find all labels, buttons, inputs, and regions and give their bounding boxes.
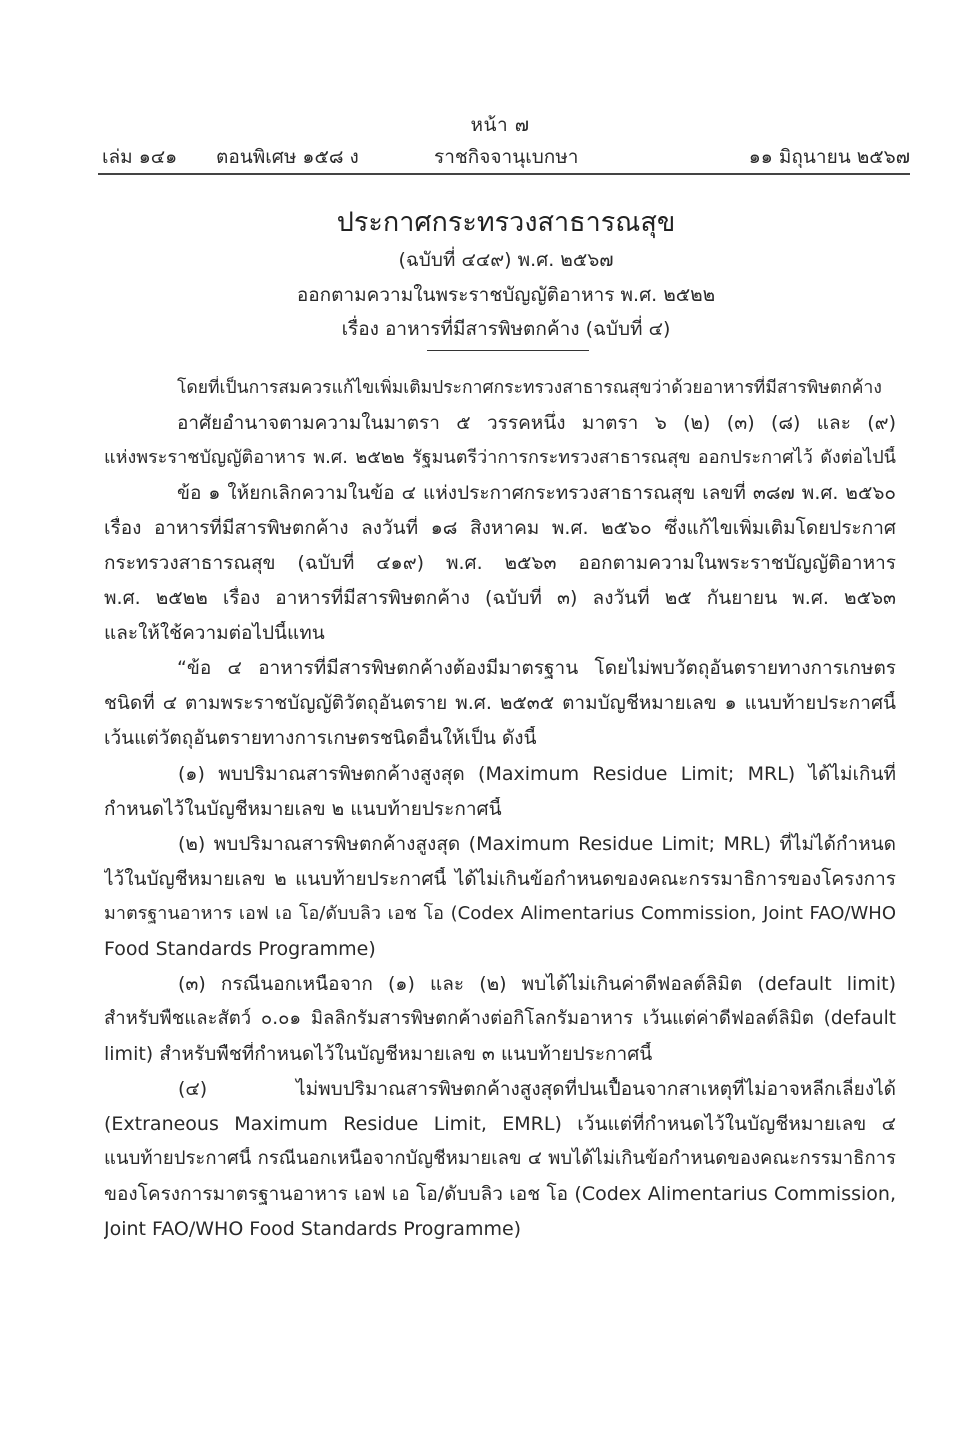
- body-line: (๓) กรณีนอกเหนือจาก (๑) และ (๒) พบได้ไม่เกินค่าดีฟอลต์ลิมิต (default limit): [178, 973, 896, 995]
- body-line: โดยที่เป็นการสมควรแก้ไขเพิ่มเติมประกาศกระทรวงสาธารณสุขว่าด้วยอาหารที่มีสารพิษตกค้าง: [177, 378, 882, 398]
- body-line: “ข้อ ๔ อาหารที่มีสารพิษตกค้างต้องมีมาตรฐาน โดยไม่พบวัตถุอันตรายทางการเกษตร: [177, 657, 896, 679]
- gazette-name: ราชกิจจานุเบกษา: [434, 146, 579, 168]
- body-line: Food Standards Programme): [104, 938, 376, 960]
- announcement-authority: ออกตามความในพระราชบัญญัติอาหาร พ.ศ. ๒๕๒๒: [296, 284, 716, 306]
- body-line: กระทรวงสาธารณสุข (ฉบับที่ ๔๑๙) พ.ศ. ๒๕๖๓ ออกตามความในพระราชบัญญัติอาหาร: [104, 552, 896, 574]
- body-line: กำหนดไว้ในบัญชีหมายเลข ๒ แนบท้ายประกาศนี้: [104, 798, 502, 820]
- body-line: และให้ใช้ความต่อไปนี้แทน: [104, 622, 325, 644]
- body-line: แนบท้ายประกาศนี้ กรณีนอกเหนือจากบัญชีหมายเลข ๔ พบได้ไม่เกินข้อกำหนดของคณะกรรมาธิการ: [104, 1148, 896, 1169]
- body-line: ข้อ ๑ ให้ยกเลิกความในข้อ ๔ แห่งประกาศกระทรวงสาธารณสุข เลขที่ ๓๘๗ พ.ศ. ๒๕๖๐: [177, 482, 896, 504]
- body-line: พ.ศ. ๒๕๒๒ เรื่อง อาหารที่มีสารพิษตกค้าง (ฉบับที่ ๓) ลงวันที่ ๒๕ กันยายน พ.ศ. ๒๕๖๓: [104, 587, 896, 609]
- body-line: เรื่อง อาหารที่มีสารพิษตกค้าง ลงวันที่ ๑๘ สิงหาคม พ.ศ. ๒๕๖๐ ซึ่งแก้ไขเพิ่มเติมโดยประกาศ: [104, 517, 896, 539]
- body-line: มาตรฐานอาหาร เอฟ เอ โอ/ดับบลิว เอช โอ (Codex Alimentarius Commission, Joint FAO/WHO: [104, 903, 896, 924]
- special-issue-number: ตอนพิเศษ ๑๕๘ ง: [216, 146, 359, 168]
- body-line: อาศัยอำนาจตามความในมาตรา ๕ วรรคหนึ่ง มาตรา ๖ (๒) (๓) (๘) และ (๙): [177, 412, 896, 434]
- body-line: ไว้ในบัญชีหมายเลข ๒ แนบท้ายประกาศนี้ ได้ไม่เกินข้อกำหนดของคณะกรรมาธิการของโครงการ: [104, 868, 896, 890]
- body-line: (๒) พบปริมาณสารพิษตกค้างสูงสุด (Maximum Residue Limit; MRL) ที่ไม่ได้กำหนด: [178, 833, 896, 855]
- body-line: แห่งพระราชบัญญัติอาหาร พ.ศ. ๒๕๒๒ รัฐมนตรีว่าการกระทรวงสาธารณสุข ออกประกาศไว้ ดังต่อไปนี้: [104, 447, 896, 468]
- volume-number: เล่ม ๑๔๑: [102, 146, 178, 168]
- body-line: (๑) พบปริมาณสารพิษตกค้างสูงสุด (Maximum Residue Limit; MRL) ได้ไม่เกินที่: [178, 763, 896, 785]
- body-line: (Extraneous Maximum Residue Limit, EMRL) เว้นแต่ที่กำหนดไว้ในบัญชีหมายเลข ๔: [104, 1113, 896, 1135]
- announcement-subject: เรื่อง อาหารที่มีสารพิษตกค้าง (ฉบับที่ ๔): [341, 318, 671, 340]
- body-line: ของโครงการมาตรฐานอาหาร เอฟ เอ โอ/ดับบลิว เอช โอ (Codex Alimentarius Commission,: [104, 1183, 896, 1205]
- header-divider: [98, 173, 910, 175]
- announcement-issue: (ฉบับที่ ๔๔๙) พ.ศ. ๒๕๖๗: [398, 249, 614, 271]
- gazette-header: [102, 142, 910, 172]
- publication-date: ๑๑ มิถุนายน ๒๕๖๗: [748, 146, 910, 168]
- body-line: สำหรับพืชและสัตว์ ๐.๐๑ มิลลิกรัมสารพิษตกค้างต่อกิโลกรัมอาหาร เว้นแต่ค่าดีฟอลต์ลิมิต (default: [104, 1008, 896, 1029]
- title-divider: [427, 350, 589, 351]
- body-line: เว้นแต่วัตถุอันตรายทางการเกษตรชนิดอื่นให้เป็น ดังนี้: [104, 727, 537, 749]
- announcement-title: ประกาศกระทรวงสาธารณสุข: [336, 207, 676, 238]
- page-number: หน้า ๗: [470, 114, 530, 136]
- body-line: ชนิดที่ ๔ ตามพระราชบัญญัติวัตถุอันตราย พ.ศ. ๒๕๓๕ ตามบัญชีหมายเลข ๑ แนบท้ายประกาศนี้: [104, 692, 896, 714]
- body-line: limit) สำหรับพืชที่กำหนดไว้ในบัญชีหมายเลข ๓ แนบท้ายประกาศนี้: [104, 1043, 653, 1065]
- body-line: (๔) ไม่พบปริมาณสารพิษตกค้างสูงสุดที่ปนเปื้อนจากสาเหตุที่ไม่อาจหลีกเลี่ยงได้: [178, 1078, 896, 1100]
- body-line: Joint FAO/WHO Food Standards Programme): [104, 1218, 522, 1240]
